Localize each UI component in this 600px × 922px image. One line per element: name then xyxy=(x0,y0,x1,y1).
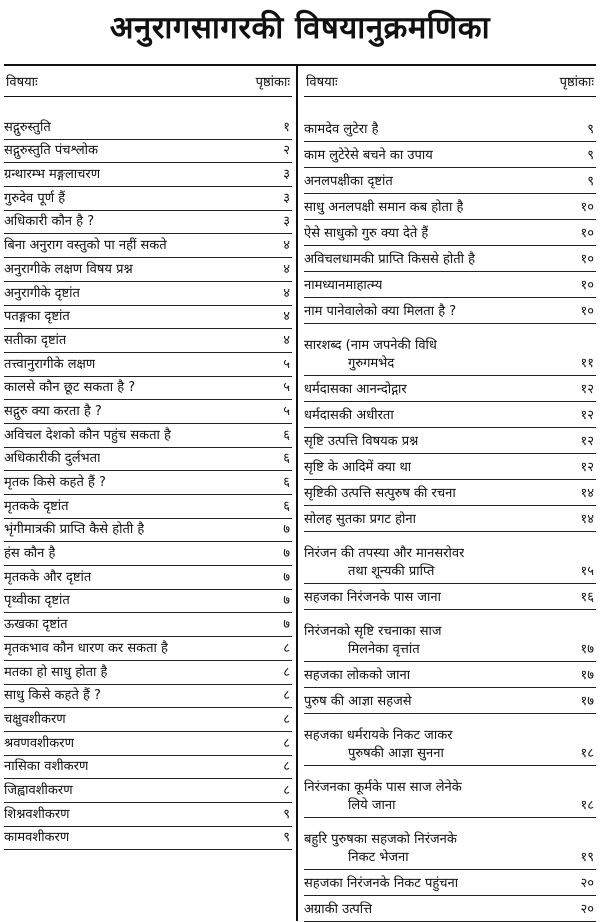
entry-page-number: २ xyxy=(283,143,290,159)
index-entry xyxy=(4,187,292,211)
index-entry xyxy=(304,506,596,532)
entry-title-line: शिश्नवशीकरण xyxy=(4,806,70,822)
entry-title-line: सहजका निरंजनके निकट पहुंचना xyxy=(304,876,459,891)
index-entry xyxy=(4,803,292,827)
index-entry xyxy=(4,163,292,187)
subject-heading: विषयाः xyxy=(306,75,338,90)
entry-page-number: ९ xyxy=(283,806,290,822)
entry-title-line: सद्गुरुस्तुति पंचश्लोक xyxy=(4,143,99,159)
entry-page-number: ४ xyxy=(283,285,290,301)
right-column-header xyxy=(304,66,596,97)
entry-page-number: ४ xyxy=(283,261,290,277)
entry-title-line: अविचलधामकी प्राप्ति किससे होती है xyxy=(304,252,476,267)
entry-title-line: सहजका निरंजनके पास जाना xyxy=(304,590,441,605)
entry-page-number: ८ xyxy=(283,640,290,656)
index-entry xyxy=(4,637,292,661)
left-column xyxy=(4,66,292,850)
entry-title xyxy=(4,261,133,279)
entry-title-line: सद्गुरु क्या करता है ? xyxy=(4,403,102,419)
index-entry xyxy=(304,324,596,376)
entry-page-number: ६ xyxy=(283,451,290,467)
entry-page-number: १४ xyxy=(580,486,594,501)
entry-title-continuation: लिये जाना xyxy=(348,798,396,813)
entry-title xyxy=(304,381,407,399)
index-entry xyxy=(304,272,596,298)
entry-title-line: सहजका लोकको जाना xyxy=(304,668,411,683)
index-entry xyxy=(4,116,292,140)
index-entry xyxy=(304,402,596,428)
entry-title xyxy=(304,225,428,243)
entry-title-line: जिह्वावशीकरण xyxy=(4,782,73,798)
entry-title xyxy=(304,485,456,503)
entry-title xyxy=(304,511,416,529)
index-entry xyxy=(304,480,596,506)
entry-title-line: बहुरि पुरुषका सहजको निरंजनके xyxy=(304,832,457,847)
entry-title-line: सोलह सुतका प्रगट होना xyxy=(304,512,416,527)
index-entry xyxy=(4,566,292,590)
entry-page-number: ९ xyxy=(587,148,594,163)
entry-page-number: १७ xyxy=(580,668,594,683)
index-entry xyxy=(304,298,596,324)
entry-page-number: ५ xyxy=(283,380,290,396)
entry-title-line: अधिकारी कौन है ? xyxy=(4,214,95,230)
entry-page-number: १८ xyxy=(580,798,594,813)
entry-title-line: मृतकके और दृष्टांत xyxy=(4,569,92,585)
entry-page-number: १८ xyxy=(580,746,594,761)
entry-page-number: १० xyxy=(580,226,594,241)
entry-title xyxy=(4,758,88,776)
entry-title xyxy=(4,379,135,397)
entry-title-line: कामदेव लुटेरा है xyxy=(304,122,379,137)
entry-page-number: ३ xyxy=(283,167,290,183)
entry-page-number: ७ xyxy=(283,522,290,538)
index-entry xyxy=(304,194,596,220)
entry-title-line: धर्मदासका आनन्दोद्गार xyxy=(304,382,407,397)
entry-title-line: सृष्टि के आदिमें क्या था xyxy=(304,460,412,475)
entry-title-line: काम लुटेरेसे बचने का उपाय xyxy=(304,148,433,163)
entry-title xyxy=(4,806,70,824)
entry-title xyxy=(304,121,378,139)
left-column-header xyxy=(4,66,292,97)
entry-page-number: १४ xyxy=(580,512,594,527)
entry-title-line: मृतक किसे कहते हैं ? xyxy=(4,475,106,490)
entry-title xyxy=(4,711,66,729)
entry-title xyxy=(4,521,144,539)
entry-title xyxy=(304,459,411,477)
entry-title xyxy=(4,498,69,516)
index-entry xyxy=(4,779,292,803)
entry-title-line: ऐसे साधुको गुरु क्या देते हैं xyxy=(304,226,429,241)
entry-page-number: ४ xyxy=(283,309,290,325)
column-divider xyxy=(296,64,298,921)
index-entry xyxy=(4,756,292,780)
entry-title-line: मतका हो साधु होता है xyxy=(4,664,108,680)
entry-page-number: ३ xyxy=(283,214,290,230)
entry-title xyxy=(4,545,55,563)
entry-title xyxy=(4,687,101,705)
entry-title-line: मृतकके दृष्टांत xyxy=(4,498,69,514)
entry-title-line: साधु अनलपक्षी समान कब होता है xyxy=(304,200,464,215)
entry-title xyxy=(4,356,95,374)
index-entry xyxy=(4,542,292,566)
entry-title-continuation: पुरुषकी आज्ञा सुनना xyxy=(348,746,444,761)
entry-page-number: ८ xyxy=(283,711,290,727)
entry-title-continuation: निकट भेजना xyxy=(348,850,409,865)
entry-title xyxy=(304,251,475,269)
entry-page-number: ४ xyxy=(283,238,290,254)
entry-title-line: पतङ्गका दृष्टांत xyxy=(4,309,70,325)
entry-title xyxy=(4,213,94,231)
index-entry xyxy=(304,220,596,246)
entry-title-line: मृतकभाव कौन धारण कर सकता है xyxy=(4,640,168,656)
index-entry xyxy=(304,870,596,896)
entry-page-number: १५ xyxy=(580,564,594,579)
entry-page-number: ८ xyxy=(283,759,290,775)
entry-title-line: तत्त्वानुरागीके लक्षण xyxy=(4,356,96,372)
index-entry xyxy=(304,532,596,584)
entry-title-line: अग्राकी उत्पत्ति xyxy=(304,902,373,917)
left-entry-list xyxy=(4,116,292,850)
entry-page-number: ८ xyxy=(283,664,290,680)
entry-page-number: १२ xyxy=(580,408,594,423)
index-entry xyxy=(4,140,292,164)
entry-title xyxy=(304,831,457,867)
index-entry xyxy=(4,258,292,282)
entry-title xyxy=(4,829,69,847)
entry-title xyxy=(4,308,70,326)
index-entry xyxy=(4,424,292,448)
entry-title-continuation: मिलनेका वृत्तांत xyxy=(348,642,420,657)
entry-title xyxy=(304,277,382,295)
entry-page-number: १० xyxy=(580,304,594,319)
entry-title-line: सद्गुरुस्तुति xyxy=(4,119,51,135)
entry-title xyxy=(4,782,73,800)
index-entry xyxy=(304,584,596,610)
entry-page-number: ४ xyxy=(283,332,290,348)
entry-title-line: ग्रन्थारम्भ मङ्गलाचरण xyxy=(4,167,101,183)
entry-title xyxy=(4,427,171,445)
entry-title-line: नाम पानेवालेको क्या मिलता है ? xyxy=(304,304,457,319)
index-entry xyxy=(304,818,596,870)
entry-title xyxy=(4,664,107,682)
entry-title-line: गुरुदेव पूर्ण हैं xyxy=(4,190,66,206)
entry-title xyxy=(304,303,456,321)
right-entry-list xyxy=(304,116,596,922)
entry-title xyxy=(4,616,68,634)
entry-title-line: भृंगीमात्रकी प्राप्ति कैसे होती है xyxy=(4,522,145,538)
entry-page-number: १७ xyxy=(580,694,594,709)
entry-page-number: ६ xyxy=(283,427,290,443)
index-entry xyxy=(4,661,292,685)
index-entry xyxy=(4,708,292,732)
entry-title-line: अनुरागीके लक्षण विषय प्रश्न xyxy=(4,261,133,277)
entry-title xyxy=(4,166,100,184)
entry-title xyxy=(304,173,393,191)
index-entry xyxy=(4,211,292,235)
entry-title xyxy=(4,190,65,208)
entry-title xyxy=(304,901,372,919)
entry-title-continuation: तथा शून्यकी प्राप्ति xyxy=(348,564,435,579)
entry-title-line: साधु किसे कहते हैं ? xyxy=(4,688,101,704)
entry-title xyxy=(4,237,167,255)
entry-title-line: ऊखका दृष्टांत xyxy=(4,617,68,633)
entry-title-line: चक्षुवशीकरण xyxy=(4,711,66,727)
entry-page-number: १२ xyxy=(580,434,594,449)
entry-title xyxy=(4,450,100,468)
index-entry xyxy=(4,377,292,401)
index-entry xyxy=(4,282,292,306)
entry-title xyxy=(304,199,463,217)
index-entry xyxy=(304,662,596,688)
entry-page-number: ७ xyxy=(283,593,290,609)
entry-page-number: २० xyxy=(580,876,594,891)
index-entry xyxy=(4,685,292,709)
entry-title xyxy=(4,142,98,160)
index-entry xyxy=(4,471,292,495)
index-entry xyxy=(4,329,292,353)
index-entry xyxy=(304,766,596,818)
entry-title-line: नामध्यानमाहात्म्य xyxy=(304,278,383,293)
entry-page-number: ९ xyxy=(283,830,290,846)
index-entry xyxy=(4,590,292,614)
entry-title xyxy=(304,667,410,685)
entry-title xyxy=(4,285,80,303)
entry-page-number: १७ xyxy=(580,642,594,657)
index-entry xyxy=(4,400,292,424)
entry-page-number: ११ xyxy=(580,356,594,371)
right-column xyxy=(304,66,596,922)
index-entry xyxy=(4,448,292,472)
entry-title-line: कामवशीकरण xyxy=(4,830,70,846)
entry-title-line: सहजका धर्मरायके निकट जाकर xyxy=(304,728,453,743)
entry-page-number: ८ xyxy=(283,735,290,751)
entry-title xyxy=(4,735,74,753)
index-entry xyxy=(304,714,596,766)
entry-title xyxy=(304,875,458,893)
page-title: अनुरागसागरकी विषयानुक्रमणिका xyxy=(109,10,491,46)
entry-title-line: अधिकारीकी दुर्लभता xyxy=(4,451,101,467)
entry-title-line: श्रवणवशीकरण xyxy=(4,735,74,751)
entry-page-number: ९ xyxy=(587,122,594,137)
index-entry xyxy=(4,613,292,637)
entry-title xyxy=(304,727,453,763)
entry-title-line: अविचल देशको कौन पहुंच सकता है xyxy=(4,427,171,443)
index-entry xyxy=(304,168,596,194)
entry-page-number: ५ xyxy=(283,356,290,372)
entry-page-number: १० xyxy=(580,278,594,293)
entry-page-number: १२ xyxy=(580,460,594,475)
index-entry xyxy=(304,610,596,662)
entry-title xyxy=(4,474,106,492)
entry-title xyxy=(4,403,102,421)
entry-title xyxy=(304,407,394,425)
entry-page-number: ५ xyxy=(283,403,290,419)
index-entry xyxy=(304,896,596,922)
entry-page-number: ७ xyxy=(283,569,290,585)
index-entry xyxy=(304,428,596,454)
entry-title-line: निरंजनका कूर्मके पास साज लेनेके xyxy=(304,780,462,795)
index-entry xyxy=(4,495,292,519)
subject-heading: विषयाः xyxy=(6,75,38,90)
entry-title xyxy=(304,623,442,659)
entry-title xyxy=(304,147,433,165)
index-entry xyxy=(4,234,292,258)
entry-title-line: सृष्टिकी उत्पत्ति सत्पुरुष की रचना xyxy=(304,486,456,501)
entry-page-number: ६ xyxy=(283,498,290,514)
entry-title-line: धर्मदासकी अधीरता xyxy=(304,408,394,423)
index-entry xyxy=(304,454,596,480)
entry-title xyxy=(4,332,66,350)
entry-title xyxy=(304,589,441,607)
entry-title xyxy=(304,433,418,451)
index-entry xyxy=(4,519,292,543)
page-heading: पृष्ठांकाः xyxy=(255,75,290,90)
entry-page-number: ६ xyxy=(283,475,290,490)
entry-page-number: ८ xyxy=(283,782,290,798)
entry-page-number: ७ xyxy=(283,546,290,562)
entry-title xyxy=(304,337,437,373)
index-entry xyxy=(304,246,596,272)
entry-title xyxy=(4,569,91,587)
entry-title-line: पुरुष की आज्ञा सहजसे xyxy=(304,694,412,709)
entry-title xyxy=(304,545,464,581)
entry-title xyxy=(304,693,412,711)
index-entry xyxy=(4,306,292,330)
entry-title-continuation: गुरुगमभेद xyxy=(348,356,395,371)
entry-page-number: ३ xyxy=(283,190,290,206)
entry-page-number: २० xyxy=(580,902,594,917)
entry-title-line: बिना अनुराग वस्तुको पा नहीं सकते xyxy=(4,238,167,254)
entry-title-line: अनुरागीके दृष्टांत xyxy=(4,285,80,301)
entry-title-line: अनलपक्षीका दृष्टांत xyxy=(304,174,393,189)
entry-page-number: १२ xyxy=(580,382,594,397)
entry-title-line: कालसे कौन छूट सकता है ? xyxy=(4,380,136,396)
entry-page-number: १० xyxy=(580,252,594,267)
entry-page-number: १९ xyxy=(580,850,594,865)
index-entry xyxy=(304,142,596,168)
entry-title xyxy=(4,119,51,137)
entry-title xyxy=(4,640,168,658)
entry-page-number: ७ xyxy=(283,617,290,633)
page-heading: पृष्ठांकाः xyxy=(559,75,594,90)
index-entry xyxy=(4,353,292,377)
entry-title-line: सतीका दृष्टांत xyxy=(4,332,67,348)
index-entry xyxy=(304,688,596,714)
entry-page-number: ९ xyxy=(587,174,594,189)
entry-title-line: पृथ्वीका दृष्टांत xyxy=(4,593,70,609)
index-entry xyxy=(4,732,292,756)
entry-title xyxy=(304,779,462,815)
entry-page-number: १ xyxy=(283,119,290,135)
index-entry xyxy=(304,376,596,402)
index-entry xyxy=(4,827,292,851)
entry-title-line: नासिका वशीकरण xyxy=(4,759,89,775)
entry-title-line: सारशब्द (नाम जपनेकी विधि xyxy=(304,338,437,353)
entry-page-number: ८ xyxy=(283,688,290,704)
entry-title-line: हंस कौन है xyxy=(4,546,56,562)
entry-page-number: १० xyxy=(580,200,594,215)
index-entry xyxy=(304,116,596,142)
entry-title xyxy=(4,592,70,610)
entry-page-number: १६ xyxy=(580,590,594,605)
entry-title-line: निरंजन की तपस्या और मानसरोवर xyxy=(304,546,465,561)
entry-title-line: सृष्टि उत्पत्ति विषयक प्रश्न xyxy=(304,434,419,449)
entry-title-line: निरंजनको सृष्टि रचनाका साज xyxy=(304,624,442,639)
